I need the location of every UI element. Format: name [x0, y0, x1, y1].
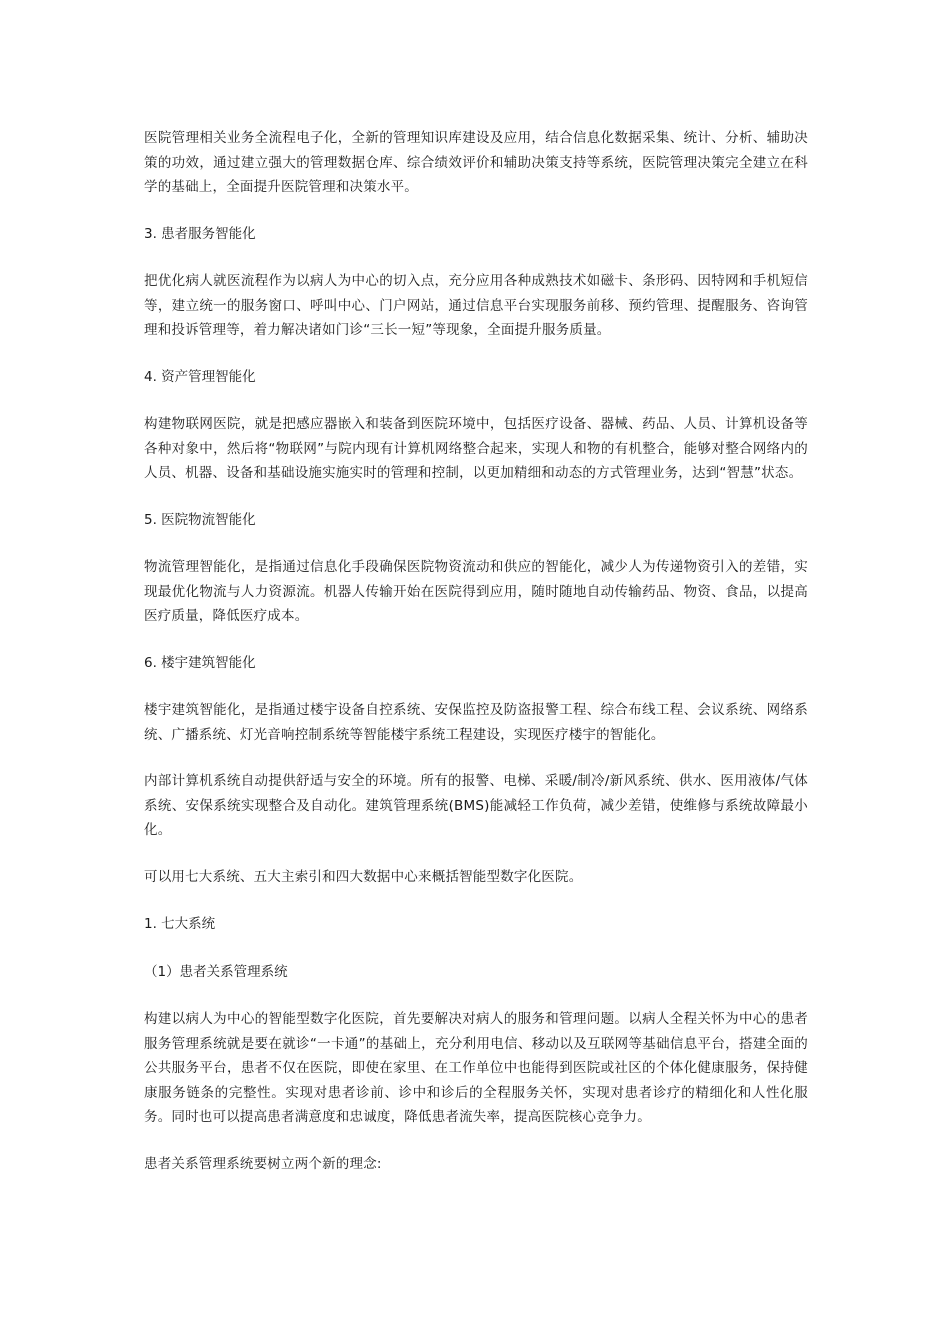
- paragraph-two-concepts: 患者关系管理系统要树立两个新的理念:: [144, 1155, 382, 1172]
- paragraph-asset-management: 构建物联网医院，就是把感应器嵌入和装备到医院环境中，包括医疗设备、器械、药品、人员、计算机设备等各种对象中，然后将“物联网”与院内现有计算机网络整合起来，实现人和物的有机整合，能够对整合网络内的人员、机器、设备和基础设施实施实时的管理和控制，以更加精细和动态的方式管理业务，达到“智慧”状态。: [144, 416, 808, 481]
- paragraph-management-intro: 医院管理相关业务全流程电子化，全新的管理知识库建设及应用，结合信息化数据采集、统计、分析、辅助决策的功效，通过建立强大的管理数据仓库、综合绩效评价和辅助决策支持等系统，医院管理决策完全建立在科学的基础上，全面提升医院管理和决策水平。: [144, 130, 808, 195]
- paragraph-internal-systems: 内部计算机系统自动提供舒适与安全的环境。所有的报警、电梯、采暖/制冷/新风系统、供水、医用液体/气体系统、安保系统实现整合及自动化。建筑管理系统(BMS)能减轻工作负荷，减少差错，使维修与系统故障最小化。: [144, 773, 808, 838]
- heading-hospital-logistics: 5. 医院物流智能化: [144, 511, 256, 528]
- paragraph-building-intelligence: 楼宇建筑智能化，是指通过楼宇设备自控系统、安保监控及防盗报警工程、综合布线工程、会议系统、网络系统、广播系统、灯光音响控制系统等智能楼宇系统工程建设，实现医疗楼宇的智能化。: [144, 702, 808, 743]
- heading-asset-management: 4. 资产管理智能化: [144, 368, 256, 385]
- document-body: [144, 126, 808, 1176]
- heading-building-intelligence: 6. 楼宇建筑智能化: [144, 654, 256, 671]
- paragraph-patient-service: 把优化病人就医流程作为以病人为中心的切入点，充分应用各种成熟技术如磁卡、条形码、因特网和手机短信等，建立统一的服务窗口、呼叫中心、门户网站，通过信息平台实现服务前移、预约管理、提醒服务、咨询管理和投诉管理等，着力解决诸如门诊“三长一短”等现象，全面提升服务质量。: [144, 273, 808, 338]
- heading-seven-systems: 1. 七大系统: [144, 916, 216, 932]
- heading-patient-service: 3. 患者服务智能化: [144, 225, 256, 242]
- paragraph-summary: 可以用七大系统、五大主索引和四大数据中心来概括智能型数字化医院。: [144, 868, 583, 885]
- paragraph-hospital-logistics: 物流管理智能化，是指通过信息化手段确保医院物资流动和供应的智能化，减少人为传递物资引入的差错，实现最优化物流与人力资源流。机器人传输开始在医院得到应用，随时随地自动传输药品、物资、食品，以提高医疗质量，降低医疗成本。: [144, 559, 808, 624]
- paragraph-patient-relationship: 构建以病人为中心的智能型数字化医院，首先要解决对病人的服务和管理问题。以病人全程关怀为中心的患者服务管理系统就是要在就诊“一卡通”的基础上，充分利用电信、移动以及互联网等基础信息平台，搭建全面的公共服务平台，患者不仅在医院，即使在家里、在工作单位中也能得到医院或社区的个体化健康服务，保持健康服务链条的完整性。实现对患者诊前、诊中和诊后的全程服务关怀，实现对患者诊疗的精细化和人性化服务。同时也可以提高患者满意度和忠诚度，降低患者流失率，提高医院核心竞争力。: [144, 1011, 808, 1125]
- heading-patient-relationship: （1）患者关系管理系统: [144, 963, 288, 980]
